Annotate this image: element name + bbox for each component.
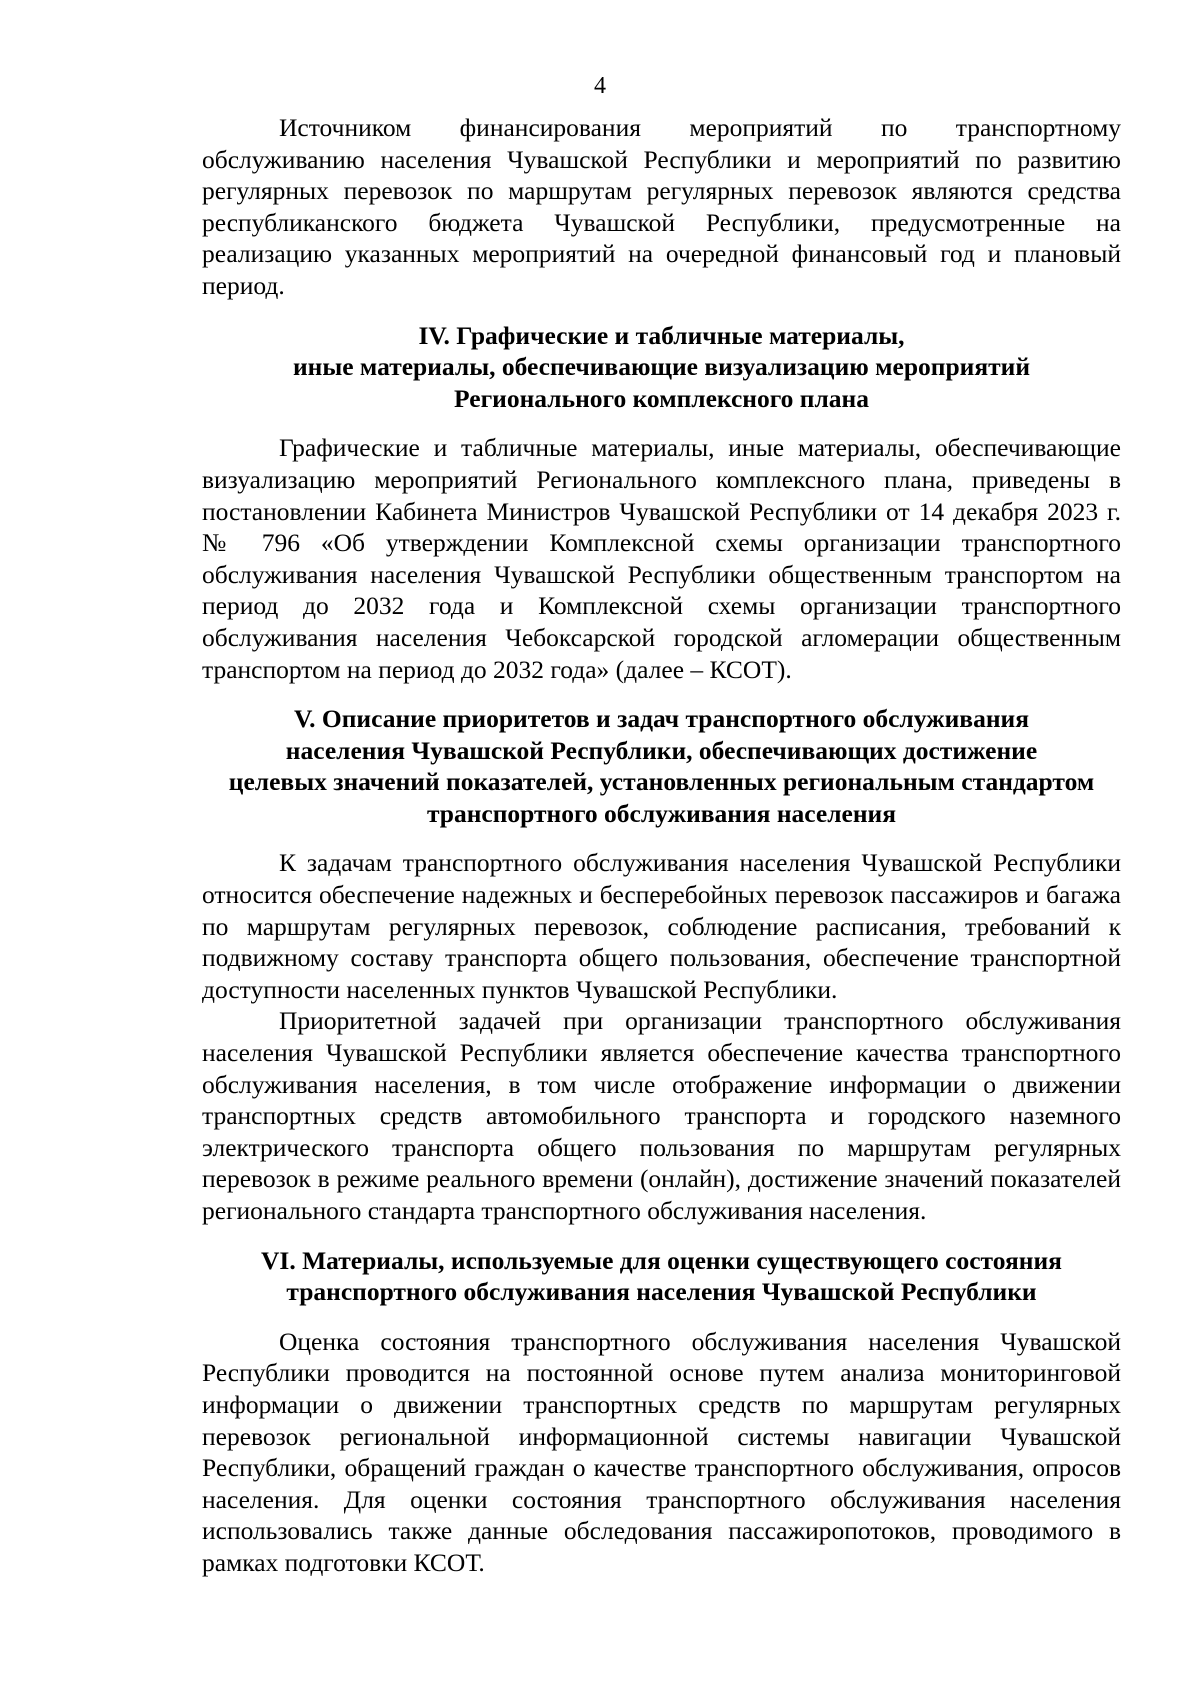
section-4-heading-line: иные материалы, обеспечивающие визуализацию мероприятий — [292, 352, 1031, 382]
section-5-heading-line: V. Описание приоритетов и задач транспортного обслуживания — [293, 704, 1030, 734]
section-5-paragraph-2: Приоритетной задачей при организации транспортного обслуживания населения Чувашской Республики является обеспечение качества транспортного обслуживания населения, в том числе отображение информации о движении транспортных средств автомобильного транспорта и городского наземного электрического транспорта общего пользования по маршрутам регулярных перевозок в режиме реального времени (онлайн), достижение значений показателей регионального стандарта транспортного обслуживания населения. — [202, 1006, 1121, 1225]
section-5-heading-line: населения Чувашской Республики, обеспечивающих достижение — [285, 735, 1038, 765]
intro-paragraph: Источником финансирования мероприятий по транспортному обслуживанию населения Чувашской Республики и мероприятий по развитию регулярных перевозок по маршрутам регулярных перевозок являются средства республиканского бюджета Чувашской Республики, предусмотренные на реализацию указанных мероприятий на очередной финансовый год и плановый период. — [202, 113, 1121, 300]
document-body — [202, 112, 1121, 1579]
section-5-heading-line: целевых значений показателей, установленных региональным стандартом — [228, 767, 1095, 797]
section-4-heading-line: IV. Графические и табличные материалы, — [418, 320, 905, 350]
section-6-paragraph: Оценка состояния транспортного обслуживания населения Чувашской Республики проводится на постоянной основе путем анализа мониторинговой информации о движении транспортных средств по маршрутам регулярных перевозок региональной информационной системы навигации Чувашской Республики, обращений граждан о качестве транспортного обслуживания, опросов населения. Для оценки состояния транспортного обслуживания населения использовались также данные обследования пассажиропотоков, проводимого в рамках подготовки КСОТ. — [202, 1326, 1121, 1577]
section-6-heading-line: транспортного обслуживания населения Чувашской Республики — [286, 1277, 1037, 1307]
section-4-heading — [202, 320, 1121, 415]
section-4-paragraph: Графические и табличные материалы, иные материалы, обеспечивающие визуализацию мероприятий Регионального комплексного плана, приведены в постановлении Кабинета Министров Чувашской Республики от 14 декабря 2023 г. № 796 «Об утверждении Комплексной схемы организации транспортного обслуживания населения Чувашской Республики общественным транспортом на период до 2032 года и Комплексной схемы организации транспортного обслуживания населения Чебоксарской городской агломерации общественным транспортом на период до 2032 года» (далее – КСОТ). — [202, 433, 1121, 684]
page-number: 4 — [594, 73, 606, 99]
section-5-heading — [202, 703, 1121, 829]
section-5-heading-line: транспортного обслуживания населения — [426, 798, 897, 828]
section-5-paragraph-1: К задачам транспортного обслуживания населения Чувашской Республики относится обеспечение надежных и бесперебойных перевозок пассажиров и багажа по маршрутам регулярных перевозок, соблюдение расписания, требований к подвижному составу транспорта общего пользования, обеспечение транспортной доступности населенных пунктов Чувашской Республики. — [202, 848, 1121, 1004]
section-6-heading-line: VI. Материалы, используемые для оценки существующего состояния — [261, 1245, 1062, 1275]
section-6-heading — [202, 1245, 1121, 1308]
section-4-heading-line: Регионального комплексного плана — [454, 383, 869, 413]
